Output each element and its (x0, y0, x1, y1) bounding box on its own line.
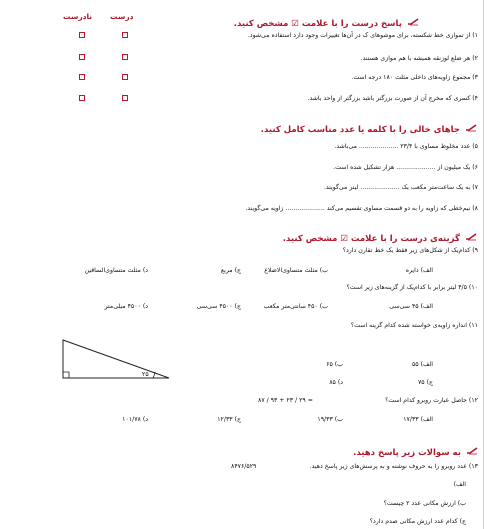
q12-expression: ۸۷ / ۹۳ + ۲۳ / ۲۹ = (258, 397, 313, 404)
q13-part-c: ج) کدام عدد ارزش مکانی صدم دارد؟ (369, 518, 466, 525)
checkbox-correct-1[interactable] (122, 32, 128, 38)
checkbox-correct-2[interactable] (122, 54, 128, 60)
q12-option-a[interactable]: الف) ۱۷/۳۳ (403, 416, 433, 423)
checkbox-incorrect-4[interactable] (79, 95, 85, 101)
q11-text: ۱۱) اندازه زاویه‌ی خواسته شده کدام گزینه است؟ (350, 322, 478, 329)
q13-part-b: ب) ارزش مکانی عدد ۲ چیست؟ (383, 500, 466, 507)
checkbox-incorrect-1[interactable] (79, 32, 85, 38)
s1-item-2: ۲) هر ضلع لوزنقه همیشه با هم موازی هستند. (360, 55, 478, 62)
q9-option-a[interactable]: الف) دایره (405, 267, 433, 274)
column-incorrect: نادرست (63, 12, 93, 21)
checkbox-incorrect-2[interactable] (79, 54, 85, 60)
checkbox-correct-4[interactable] (122, 95, 128, 101)
q12-option-d[interactable]: د) ۱۰۱/۷۸ (122, 416, 148, 423)
section2-header (261, 117, 477, 136)
s1-item-3: ۳) مجموع زاویه‌های داخلی مثلث ۱۸۰ درجه است. (351, 74, 478, 81)
s2-item-5: ۵) عدد مخلوط مساوی با ۲۳/۴ .................... می‌باشد. (334, 143, 478, 150)
s2-item-7: ۷) به یک ساعت‌متر مکعب یک .................... لیتر می‌گویند. (323, 184, 478, 191)
column-correct: درست (110, 12, 134, 21)
section4-header (353, 440, 478, 459)
s1-item-4: ۴) کسری که مخرج آن از صورت بزرگتر باشد بزرگتر از واحد باشد. (307, 95, 478, 102)
section2-title: جاهای خالی را با کلمه یا عدد مناسب کامل کنید. (260, 125, 460, 135)
s1-item-1: ۱) از تموازی خط شکسته، برای مو‌شوهای ک‌ در آن‌ها تغییرات وجود دارد استفاده می‌شود. (247, 32, 478, 39)
q9-text: ۹) کدام‌یک از شکل‌های زیر فقط یک خط تقارن دارد؟ (342, 247, 478, 254)
q11-option-d[interactable]: د) ۸۵ (329, 379, 343, 386)
q11-option-c[interactable]: ج) ۷۵ (417, 379, 433, 386)
section3-header (283, 226, 477, 245)
q10-option-a[interactable]: الف) ۴۵ سی‌سی (389, 303, 433, 310)
s2-item-8: ۸) نیم‌خطی که زاویه را به دو قسمت مساوی تقسیم می‌کند .................... زاویه می‌گویند. (245, 205, 478, 212)
q10-option-c[interactable]: ج) ۴۵۰۰ سی‌سی (196, 303, 241, 310)
q13-part-a: الف) (453, 481, 466, 488)
angle-label: ۲۵ (142, 371, 149, 378)
q12-option-b[interactable]: ب) ۱۹/۳۳ (317, 416, 343, 423)
q9-option-b[interactable]: ب) مثلث متساوی‌الاضلاع (264, 267, 328, 274)
q9-option-d[interactable]: د) مثلث متساوی‌الساقین (84, 267, 148, 274)
s2-item-6: ۶) یک میلیون از .................... هزار تشکیل شده است. (333, 164, 478, 171)
q10-text: ۱۰) ۴/۵ لیتر برابر با کدام‌یک از گزینه‌های زیر است؟ (346, 284, 478, 291)
section1-title: پاسخ درست را با علامت ☑ مشخص کنید. (233, 19, 402, 29)
checkbox-incorrect-3[interactable] (79, 74, 85, 80)
section4-title: به سوالات زیر پاسخ دهید. (353, 448, 461, 458)
q12-text: ۱۲) حاصل عبارت روبرو کدام است؟ (385, 397, 478, 404)
q13-text: ۱۳) عدد روبرو را به حروف نوشته و به پرسش‌های زیر پاسخ دهید. (309, 463, 478, 470)
checkbox-correct-3[interactable] (122, 74, 128, 80)
right-margin-line (483, 0, 484, 529)
pencil-hook-icon (466, 447, 478, 455)
right-triangle-figure (55, 336, 175, 382)
q10-option-b[interactable]: ب) ۴۵۰ سانتی‌متر مکعب (263, 303, 328, 310)
q11-option-a[interactable]: الف) ۵۵ (411, 361, 433, 368)
pencil-hook-icon (465, 233, 477, 241)
q11-option-b[interactable]: ب) ۶۵ (326, 361, 343, 368)
section1-header (234, 11, 419, 30)
q9-option-c[interactable]: ج) مربع (220, 267, 241, 274)
q13-number: ۸۴۷۶/۵۲۹ (231, 463, 257, 470)
pencil-hook-icon (407, 18, 419, 26)
q10-option-d[interactable]: د) ۴۵۰۰ میلی‌متر (104, 303, 148, 310)
pencil-hook-icon (465, 124, 477, 132)
section3-title: گزینه‌ی درست را با علامت ☑ مشخص کنید. (282, 234, 460, 244)
q12-option-c[interactable]: ج) ۱۲/۳۳ (217, 416, 241, 423)
